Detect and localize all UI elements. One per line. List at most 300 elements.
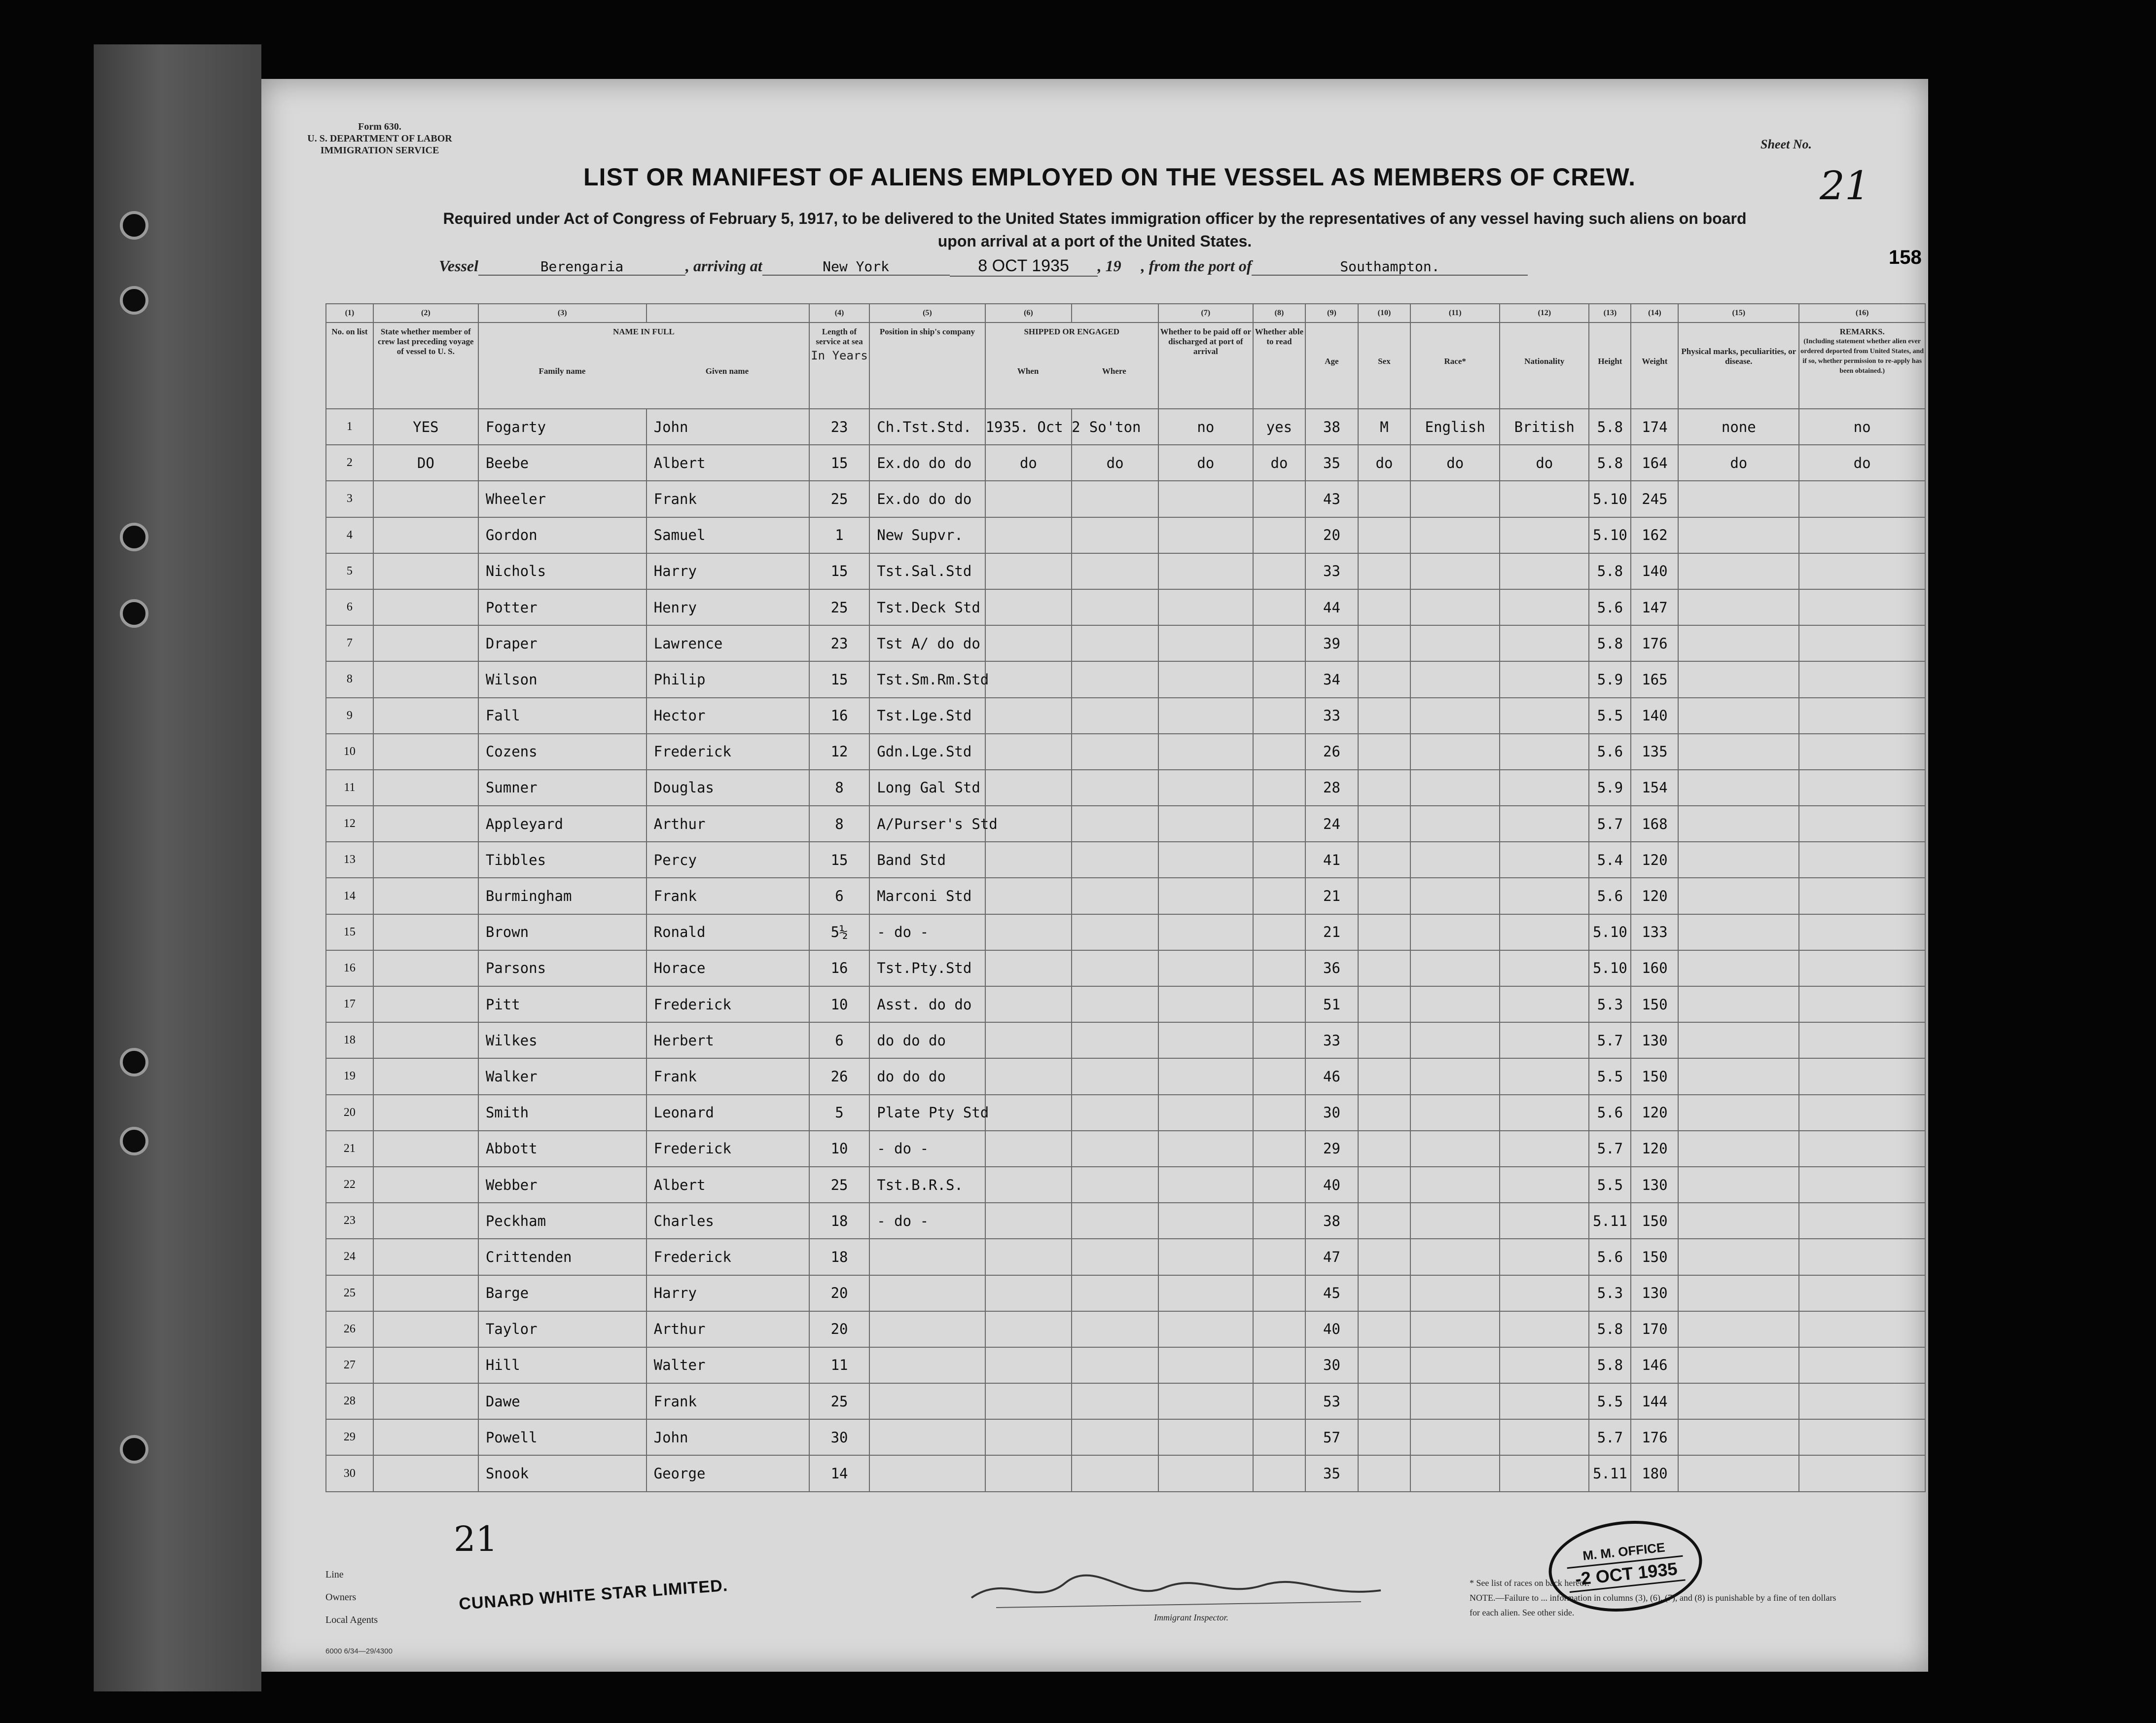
paid-off-cell (1158, 1167, 1253, 1203)
age-cell: 36 (1305, 950, 1358, 986)
able-to-read-cell (1253, 986, 1306, 1022)
weight-cell: 170 (1631, 1311, 1678, 1347)
family-name-cell: Dawe (478, 1383, 647, 1419)
sex-cell (1358, 1419, 1411, 1455)
table-row (326, 1311, 1925, 1347)
race-cell: English (1410, 409, 1500, 445)
sex-cell: do (1358, 445, 1411, 481)
shipped-when-cell (985, 878, 1072, 914)
height-cell: 5.8 (1589, 553, 1631, 589)
shipped-when-cell (985, 553, 1072, 589)
table-row (326, 589, 1925, 625)
able-to-read-cell (1253, 1419, 1306, 1455)
height-cell: 5.5 (1589, 1058, 1631, 1094)
race-cell (1410, 625, 1500, 661)
height-label: Height (1598, 357, 1622, 366)
given-name-cell: Frank (647, 481, 809, 517)
table-row (326, 914, 1925, 950)
remarks-cell: no (1799, 409, 1925, 445)
given-name-cell: Albert (647, 1167, 809, 1203)
paid-off-cell (1158, 1058, 1253, 1094)
state-cell (373, 1383, 478, 1419)
physical-marks-cell (1678, 1131, 1799, 1167)
age-cell: 20 (1305, 517, 1358, 553)
able-to-read-cell (1253, 1347, 1306, 1383)
given-name-cell: Philip (647, 661, 809, 697)
length-of-service-cell: 15 (809, 445, 869, 481)
nationality-cell (1500, 842, 1589, 878)
col-num: (1) (326, 304, 373, 323)
family-name-cell: Powell (478, 1419, 647, 1455)
no-cell: 28 (326, 1383, 373, 1419)
col-num: (15) (1678, 304, 1799, 323)
weight-cell: 146 (1631, 1347, 1678, 1383)
state-cell (373, 1203, 478, 1239)
able-to-read-cell (1253, 661, 1306, 697)
crew-manifest-table (325, 303, 1926, 1492)
given-name-cell: Frank (647, 1383, 809, 1419)
able-to-read-cell (1253, 1095, 1306, 1131)
no-cell: 22 (326, 1167, 373, 1203)
shipped-where-cell: So'ton (1072, 409, 1158, 445)
remarks-note: (Including statement whether alien ever ordered deported from United States, and if so, whether permission to re-apply has been obtained.) (1800, 338, 1924, 375)
physical-marks-cell (1678, 1095, 1799, 1131)
table-row (326, 1275, 1925, 1311)
weight-cell: 120 (1631, 1131, 1678, 1167)
shipped-where-cell (1072, 1203, 1158, 1239)
family-name-cell: Parsons (478, 950, 647, 986)
physical-marks-cell (1678, 517, 1799, 553)
able-to-read-cell (1253, 806, 1306, 842)
length-of-service-cell: 14 (809, 1455, 869, 1491)
able-to-read-cell (1253, 517, 1306, 553)
arriving-label: , arriving at (685, 257, 762, 275)
col-num: (8) (1253, 304, 1306, 323)
header-position: Position in ship's company (869, 323, 985, 409)
able-to-read-cell (1253, 1383, 1306, 1419)
shipped-where-cell (1072, 1275, 1158, 1311)
shipped-when-cell (985, 1131, 1072, 1167)
family-name-label: Family name (539, 366, 586, 376)
remarks-cell (1799, 625, 1925, 661)
state-cell (373, 1167, 478, 1203)
remarks-label: REMARKS. (1839, 327, 1885, 336)
remarks-cell (1799, 1455, 1925, 1491)
table-row (326, 878, 1925, 914)
nationality-cell (1500, 1058, 1589, 1094)
weight-cell: 120 (1631, 1095, 1678, 1131)
family-name-cell: Webber (478, 1167, 647, 1203)
table-row (326, 409, 1925, 445)
nationality-cell (1500, 1239, 1589, 1275)
remarks-cell (1799, 950, 1925, 986)
age-cell: 33 (1305, 1022, 1358, 1058)
family-name-cell: Wilkes (478, 1022, 647, 1058)
able-to-read-cell: yes (1253, 409, 1306, 445)
vessel-label: Vessel (439, 257, 478, 275)
sex-cell (1358, 1022, 1411, 1058)
remarks-cell (1799, 661, 1925, 697)
shipped-where-cell (1072, 770, 1158, 806)
sex-cell (1358, 1095, 1411, 1131)
physical-marks-cell (1678, 1383, 1799, 1419)
nationality-cell (1500, 1095, 1589, 1131)
physical-marks-cell (1678, 1022, 1799, 1058)
position-cell: Long Gal Std (869, 770, 985, 806)
weight-cell: 165 (1631, 661, 1678, 697)
height-cell: 5.7 (1589, 806, 1631, 842)
race-cell (1410, 1203, 1500, 1239)
able-to-read-cell (1253, 914, 1306, 950)
sex-cell (1358, 1239, 1411, 1275)
age-cell: 41 (1305, 842, 1358, 878)
no-cell: 5 (326, 553, 373, 589)
position-cell: Band Std (869, 842, 985, 878)
shipped-where-cell (1072, 698, 1158, 734)
length-of-service-cell: 6 (809, 1022, 869, 1058)
sex-cell (1358, 1203, 1411, 1239)
age-cell: 34 (1305, 661, 1358, 697)
height-cell: 5.3 (1589, 986, 1631, 1022)
given-name-cell: Herbert (647, 1022, 809, 1058)
position-cell: Tst A/ do do (869, 625, 985, 661)
height-cell: 5.11 (1589, 1203, 1631, 1239)
given-name-cell: Frank (647, 878, 809, 914)
length-of-service-cell: 10 (809, 986, 869, 1022)
remarks-cell (1799, 1275, 1925, 1311)
where-label: Where (1102, 366, 1126, 376)
length-of-service-cell: 18 (809, 1239, 869, 1275)
family-name-cell: Appleyard (478, 806, 647, 842)
race-cell (1410, 1383, 1500, 1419)
no-cell: 23 (326, 1203, 373, 1239)
shipped-where-cell (1072, 1419, 1158, 1455)
length-of-service-cell: 26 (809, 1058, 869, 1094)
shipped-where-cell (1072, 1383, 1158, 1419)
able-to-read-cell (1253, 734, 1306, 770)
family-name-cell: Fogarty (478, 409, 647, 445)
age-cell: 57 (1305, 1419, 1358, 1455)
table-row (326, 698, 1925, 734)
remarks-cell (1799, 1058, 1925, 1094)
physical-marks-cell (1678, 770, 1799, 806)
weight-cell: 130 (1631, 1275, 1678, 1311)
position-cell (869, 1311, 985, 1347)
nationality-cell (1500, 1275, 1589, 1311)
weight-cell: 133 (1631, 914, 1678, 950)
from-label: , from the port of (1141, 257, 1252, 275)
able-to-read-cell (1253, 553, 1306, 589)
state-cell (373, 661, 478, 697)
position-cell: Tst.Sm.Rm.Std (869, 661, 985, 697)
shipped-when-cell (985, 734, 1072, 770)
race-cell (1410, 1347, 1500, 1383)
shipped-when-cell (985, 1022, 1072, 1058)
state-cell (373, 1275, 478, 1311)
weight-cell: 164 (1631, 445, 1678, 481)
nationality-cell (1500, 1419, 1589, 1455)
given-name-cell: Douglas (647, 770, 809, 806)
remarks-cell (1799, 1203, 1925, 1239)
sex-cell (1358, 1167, 1411, 1203)
state-cell (373, 481, 478, 517)
header-length (809, 323, 869, 409)
able-to-read-cell (1253, 878, 1306, 914)
remarks-cell (1799, 553, 1925, 589)
age-cell: 38 (1305, 1203, 1358, 1239)
shipped-when-cell (985, 1347, 1072, 1383)
position-cell: Ch.Tst.Std. (869, 409, 985, 445)
sheet-no-label: Sheet No. (1761, 137, 1812, 151)
age-cell: 30 (1305, 1347, 1358, 1383)
height-cell: 5.10 (1589, 914, 1631, 950)
nationality-cell: do (1500, 445, 1589, 481)
state-cell (373, 1022, 478, 1058)
weight-label: Weight (1642, 357, 1668, 366)
weight-cell: 162 (1631, 517, 1678, 553)
given-name-cell: Charles (647, 1203, 809, 1239)
shipped-when-cell (985, 1203, 1072, 1239)
length-of-service-cell: 8 (809, 770, 869, 806)
state-cell (373, 1095, 478, 1131)
family-name-cell: Brown (478, 914, 647, 950)
vessel-line (439, 256, 1933, 277)
position-cell: - do - (869, 914, 985, 950)
nationality-cell (1500, 806, 1589, 842)
family-name-cell: Wheeler (478, 481, 647, 517)
no-cell: 16 (326, 950, 373, 986)
when-label: When (1017, 366, 1039, 376)
remarks-cell (1799, 1239, 1925, 1275)
nationality-cell (1500, 1383, 1589, 1419)
no-cell: 4 (326, 517, 373, 553)
col-num (1072, 304, 1158, 323)
family-name-cell: Peckham (478, 1203, 647, 1239)
sex-cell (1358, 842, 1411, 878)
age-cell: 43 (1305, 481, 1358, 517)
shipped-when-cell (985, 1455, 1072, 1491)
table-row (326, 950, 1925, 986)
age-cell: 35 (1305, 445, 1358, 481)
name-in-full-label: NAME IN FULL (612, 327, 675, 336)
height-cell: 5.9 (1589, 770, 1631, 806)
col-num: (12) (1500, 304, 1589, 323)
sex-cell (1358, 517, 1411, 553)
position-cell: - do - (869, 1203, 985, 1239)
sex-cell (1358, 481, 1411, 517)
col-num: (7) (1158, 304, 1253, 323)
race-cell (1410, 481, 1500, 517)
height-cell: 5.10 (1589, 950, 1631, 986)
remarks-cell (1799, 1022, 1925, 1058)
footnote-penalty: NOTE.—Failure to ... information in columns (3), (6), (7), and (8) is punishable by a fine of ten dollars for each alien. See other side. (1470, 1593, 1836, 1617)
paid-off-cell (1158, 481, 1253, 517)
length-of-service-cell: 25 (809, 1383, 869, 1419)
column-header-row (326, 323, 1925, 409)
header-remarks (1799, 323, 1925, 409)
shipped-where-cell (1072, 950, 1158, 986)
given-name-cell: Harry (647, 1275, 809, 1311)
paid-off-cell (1158, 1275, 1253, 1311)
height-cell: 5.6 (1589, 734, 1631, 770)
header-sex (1358, 323, 1411, 409)
position-cell: Ex.do do do (869, 445, 985, 481)
year-label: , 19 (1097, 257, 1121, 275)
paid-off-cell (1158, 1347, 1253, 1383)
given-name-cell: Frederick (647, 1239, 809, 1275)
height-cell: 5.5 (1589, 1383, 1631, 1419)
paid-off-cell (1158, 1383, 1253, 1419)
table-row (326, 1239, 1925, 1275)
physical-marks-cell (1678, 1275, 1799, 1311)
sex-cell (1358, 698, 1411, 734)
physical-marks-cell (1678, 1167, 1799, 1203)
state-cell (373, 589, 478, 625)
physical-label: Physical marks, peculiarities, or disease. (1681, 347, 1797, 366)
length-of-service-cell: 5 (809, 1095, 869, 1131)
physical-marks-cell (1678, 1203, 1799, 1239)
binder-hole (120, 211, 148, 240)
height-cell: 5.5 (1589, 698, 1631, 734)
binder-strip (94, 44, 261, 1691)
weight-cell: 120 (1631, 842, 1678, 878)
shipped-where-cell (1072, 842, 1158, 878)
table-row (326, 553, 1925, 589)
binder-hole (120, 1048, 148, 1077)
nationality-cell (1500, 517, 1589, 553)
nationality-cell (1500, 481, 1589, 517)
nationality-cell (1500, 1131, 1589, 1167)
remarks-cell (1799, 1311, 1925, 1347)
age-cell: 28 (1305, 770, 1358, 806)
physical-marks-cell (1678, 661, 1799, 697)
able-to-read-cell (1253, 1239, 1306, 1275)
paid-off-cell (1158, 589, 1253, 625)
family-name-cell: Nichols (478, 553, 647, 589)
able-to-read-cell (1253, 842, 1306, 878)
race-cell (1410, 878, 1500, 914)
paid-off-cell (1158, 517, 1253, 553)
family-name-cell: Wilson (478, 661, 647, 697)
family-name-cell: Pitt (478, 986, 647, 1022)
sex-cell: M (1358, 409, 1411, 445)
header-weight (1631, 323, 1678, 409)
table-row (326, 986, 1925, 1022)
position-cell: Tst.Deck Std (869, 589, 985, 625)
no-cell: 15 (326, 914, 373, 950)
shipped-where-cell (1072, 1131, 1158, 1167)
length-of-service-cell: 25 (809, 1167, 869, 1203)
shipped-when-cell: do (985, 445, 1072, 481)
given-name-cell: Frederick (647, 986, 809, 1022)
sex-cell (1358, 1383, 1411, 1419)
race-cell (1410, 1239, 1500, 1275)
able-to-read-cell (1253, 1311, 1306, 1347)
col-num: (10) (1358, 304, 1411, 323)
paid-off-cell (1158, 1022, 1253, 1058)
paid-off-cell (1158, 698, 1253, 734)
header-race (1410, 323, 1500, 409)
nationality-cell (1500, 986, 1589, 1022)
sheet-number: 158 (1889, 247, 1922, 268)
sex-cell (1358, 589, 1411, 625)
family-name-cell: Crittenden (478, 1239, 647, 1275)
shipped-where-cell (1072, 1167, 1158, 1203)
nationality-cell (1500, 1311, 1589, 1347)
table-row (326, 517, 1925, 553)
col-num: (16) (1799, 304, 1925, 323)
from-port: Southampton. (1252, 258, 1528, 276)
length-of-service-cell: 15 (809, 553, 869, 589)
remarks-cell (1799, 698, 1925, 734)
col-num: (11) (1410, 304, 1500, 323)
given-name-cell: John (647, 1419, 809, 1455)
no-cell: 24 (326, 1239, 373, 1275)
weight-cell: 120 (1631, 878, 1678, 914)
table-row (326, 734, 1925, 770)
age-cell: 39 (1305, 625, 1358, 661)
physical-marks-cell (1678, 1239, 1799, 1275)
state-cell: YES (373, 409, 478, 445)
paid-off-cell (1158, 806, 1253, 842)
department-name: U. S. DEPARTMENT OF LABOR (307, 133, 452, 144)
age-cell: 40 (1305, 1311, 1358, 1347)
nationality-cell (1500, 1347, 1589, 1383)
sex-cell (1358, 914, 1411, 950)
physical-marks-cell (1678, 734, 1799, 770)
length-of-service-cell: 30 (809, 1419, 869, 1455)
length-of-service-cell: 25 (809, 481, 869, 517)
physical-marks-cell (1678, 914, 1799, 950)
shipped-where-cell (1072, 553, 1158, 589)
height-cell: 5.8 (1589, 625, 1631, 661)
table-row (326, 1419, 1925, 1455)
race-cell (1410, 842, 1500, 878)
state-cell (373, 950, 478, 986)
given-name-cell: Frank (647, 1058, 809, 1094)
age-cell: 40 (1305, 1167, 1358, 1203)
shipped-where-cell (1072, 1311, 1158, 1347)
remarks-cell (1799, 481, 1925, 517)
weight-cell: 140 (1631, 553, 1678, 589)
remarks-cell (1799, 1383, 1925, 1419)
position-cell (869, 1275, 985, 1311)
family-name-cell: Sumner (478, 770, 647, 806)
family-name-cell: Gordon (478, 517, 647, 553)
header-physical (1678, 323, 1799, 409)
remarks-cell (1799, 842, 1925, 878)
remarks-cell (1799, 914, 1925, 950)
print-code: 6000 6/34—29/4300 (325, 1647, 393, 1655)
given-name-cell: Lawrence (647, 625, 809, 661)
age-cell: 38 (1305, 409, 1358, 445)
length-of-service-cell: 8 (809, 806, 869, 842)
shipped-where-cell (1072, 625, 1158, 661)
state-cell: DO (373, 445, 478, 481)
stamp-date: -2 OCT 1935 (1567, 1555, 1686, 1592)
no-cell: 26 (326, 1311, 373, 1347)
physical-marks-cell (1678, 625, 1799, 661)
footnote-races: * See list of races on back hereof. (1470, 1578, 1589, 1588)
state-cell (373, 878, 478, 914)
given-name-cell: George (647, 1455, 809, 1491)
race-cell (1410, 1095, 1500, 1131)
able-to-read-cell: do (1253, 445, 1306, 481)
no-cell: 11 (326, 770, 373, 806)
no-cell: 14 (326, 878, 373, 914)
col-num: (3) (478, 304, 647, 323)
paid-off-cell (1158, 1239, 1253, 1275)
